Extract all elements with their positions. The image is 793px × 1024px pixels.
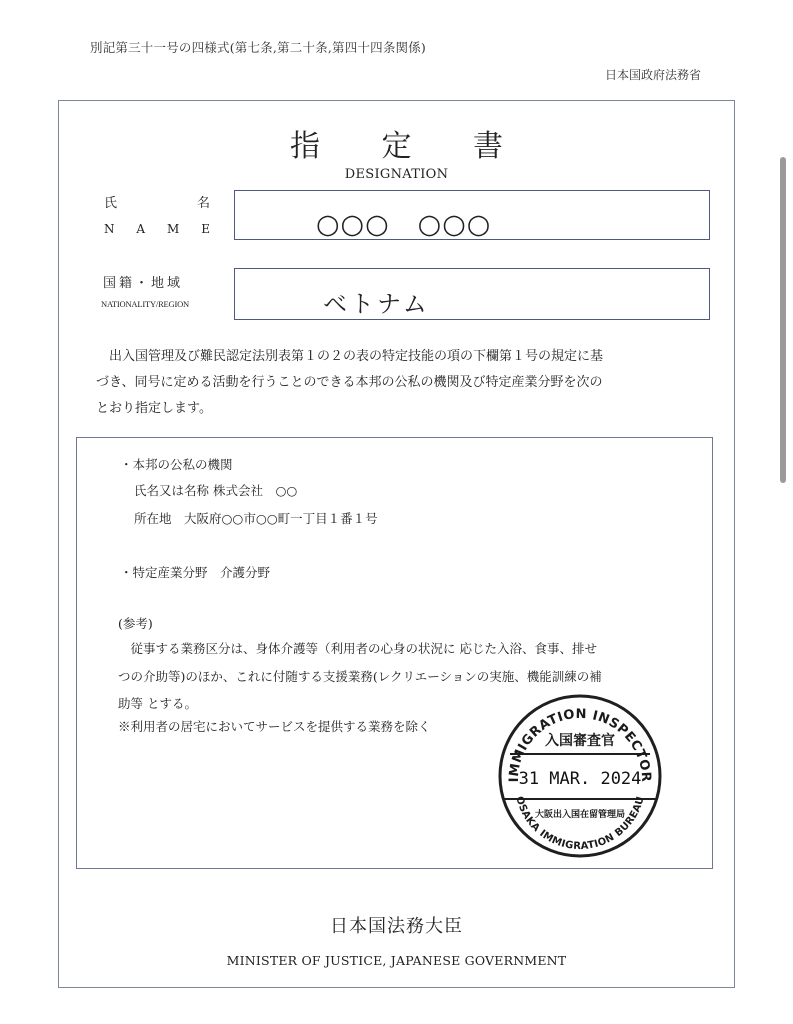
stamp-title-ja: 入国審査官 <box>545 733 615 749</box>
name-value: ○○○ ○○○ <box>316 209 492 240</box>
immigration-inspector-stamp <box>496 688 664 858</box>
vertical-scrollbar[interactable] <box>780 157 786 483</box>
reference-line: つの介助等)のほか、これに付随する支援業務(レクリエーションの実施、機能訓練の補 <box>118 668 602 684</box>
statement-line: とおり指定します。 <box>96 401 212 416</box>
minister-title-ja: 日本国法務大臣 <box>330 916 463 937</box>
name-label-ja <box>104 192 210 211</box>
reference-heading: (参考) <box>118 616 153 631</box>
designation-statement <box>96 344 714 422</box>
name-label-en-char: A <box>136 222 146 236</box>
stamp-date: 31 MAR. 2024 <box>518 769 642 789</box>
ministry-header: 日本国政府法務省 <box>604 68 701 82</box>
minister-title-en: MINISTER OF JUSTICE, JAPANESE GOVERNMENT <box>226 953 567 968</box>
name-label-en-char: M <box>167 222 180 236</box>
document-title-en: DESIGNATION <box>344 167 449 182</box>
nationality-field-box <box>234 268 710 320</box>
reference-line: 助等 とする。 <box>118 696 197 711</box>
organization-name: 氏名又は名称 株式会社 ○○ <box>134 483 298 498</box>
organization-address: 所在地 大阪府○○市○○町一丁目１番１号 <box>134 511 378 526</box>
reference-line: 従事する業務区分は、身体介護等（利用者の心身の状況に 応じた入浴、食事、排せ <box>118 641 597 656</box>
name-label-ja-char-2: 名 <box>196 196 210 211</box>
statement-line: 出入国管理及び難民認定法別表第１の２の表の特定技能の項の下欄第１号の規定に基 <box>96 349 604 364</box>
name-label-en-char: E <box>201 222 210 236</box>
stamp-bottom-text: OSAKA IMMIGRATION BUREAU <box>513 795 647 853</box>
nationality-label-ja: 国籍・地域 <box>103 276 184 291</box>
nationality-label-en: NATIONALITY/REGION <box>101 299 189 309</box>
form-reference: 別記第三十一号の四様式(第七条,第二十条,第四十四条関係) <box>90 40 427 55</box>
document-title: 指 定 書 <box>289 129 530 164</box>
name-label-en <box>104 222 210 236</box>
organization-heading: ・本邦の公私の機関 <box>120 457 233 472</box>
specified-industry-field: ・特定産業分野 介護分野 <box>120 565 271 580</box>
nationality-value: ベトナム <box>323 290 430 318</box>
stamp-office-ja: 大阪出入国在留管理局 <box>534 810 626 820</box>
statement-line: づき、同号に定める活動を行うことのできる本邦の公私の機関及び特定産業分野を次の <box>96 375 603 390</box>
name-label-ja-char-1: 氏 <box>104 196 118 211</box>
exclusion-note: ※利用者の居宅においてサービスを提供する業務を除く <box>118 719 431 734</box>
name-label-en-char: N <box>104 222 115 236</box>
stamp-top-text: IMMIGRATION INSPECTOR <box>506 706 654 783</box>
